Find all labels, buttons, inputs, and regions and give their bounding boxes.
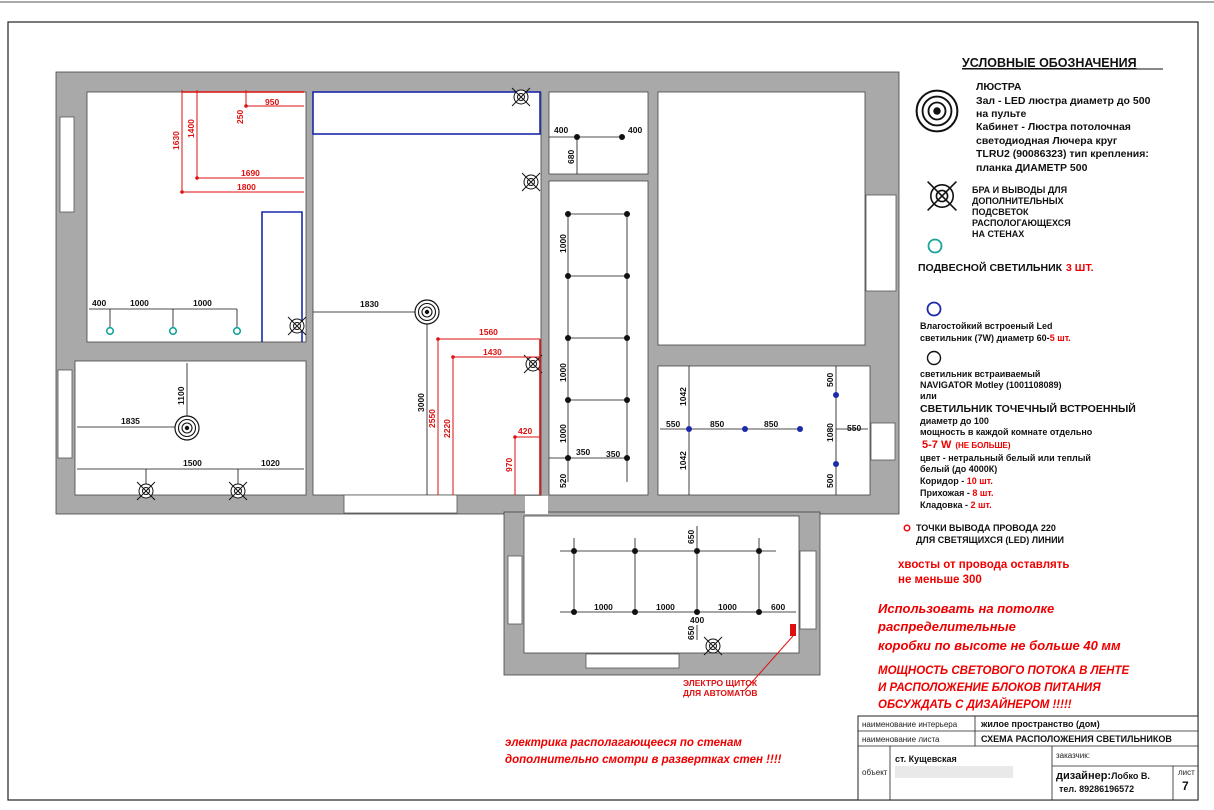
spot-icon	[928, 352, 941, 365]
svg-text:хвосты от провода оставлять: хвосты от провода оставлять	[898, 559, 1070, 571]
svg-text:наименование интерьера: наименование интерьера	[862, 720, 958, 729]
rooms	[75, 92, 870, 653]
dim-office-400: 400	[92, 298, 107, 308]
svg-text:ПОДСВЕТОК: ПОДСВЕТОК	[972, 207, 1029, 217]
dim-corr-520: 520	[558, 473, 568, 488]
dim-corr-350b: 350	[606, 449, 621, 459]
svg-text:распределительные: распределительные	[878, 619, 1016, 634]
dim-bath-1080: 1080	[825, 423, 835, 442]
dim-entry-400: 400	[690, 615, 705, 625]
sconce-icon	[522, 173, 540, 191]
svg-text:Прихожая - 8 шт.: Прихожая - 8 шт.	[920, 488, 994, 498]
svg-text:ст. Кущевская: ст. Кущевская	[895, 754, 957, 764]
dim-corr-1000a: 1000	[558, 234, 568, 253]
dim-entry-1000a: 1000	[594, 602, 613, 612]
dim-hall-3000: 3000	[416, 393, 426, 412]
legend-pendant: ПОДВЕСНОЙ СВЕТИЛЬНИК 3 ШТ.	[918, 262, 1094, 274]
chandelier-icon	[917, 91, 958, 132]
dim-entry-1000b: 1000	[656, 602, 675, 612]
dim-storage-680: 680	[566, 149, 576, 164]
dim-corr-350a: 350	[576, 447, 591, 457]
panel-note-1: ЭЛЕКТРО ЩИТОК	[683, 678, 758, 688]
dim-hall-2550: 2550	[427, 409, 437, 428]
redacted-field	[895, 766, 1013, 778]
svg-text:планка ДИАМЕТР 500: планка ДИАМЕТР 500	[976, 162, 1088, 174]
dim-bath-550b: 550	[847, 423, 862, 433]
svg-text:объект: объект	[862, 768, 888, 777]
svg-text:Кладовка - 2 шт.: Кладовка - 2 шт.	[920, 500, 992, 510]
sconce-icon	[928, 182, 957, 211]
dim-hall-1430: 1430	[483, 347, 502, 357]
room-kitchen	[658, 92, 865, 345]
svg-text:ДОПОЛНИТЕЛЬНЫХ: ДОПОЛНИТЕЛЬНЫХ	[972, 196, 1064, 206]
svg-text:или: или	[920, 391, 937, 401]
dim-bath-850b: 850	[764, 419, 779, 429]
svg-text:на пульте: на пульте	[976, 108, 1027, 120]
dim-bed-1020: 1020	[261, 458, 280, 468]
svg-text:цвет - нетральный белый или те: цвет - нетральный белый или теплый	[920, 453, 1091, 463]
dim-entry-1000c: 1000	[718, 602, 737, 612]
dim-bed-1500: 1500	[183, 458, 202, 468]
dim-office-1690: 1690	[241, 168, 260, 178]
legend-chandelier-heading: ЛЮСТРА	[976, 81, 1022, 93]
dim-hall-1830: 1830	[360, 299, 379, 309]
svg-text:коробки по высоте не больше 40: коробки по высоте не больше 40 мм	[878, 638, 1121, 653]
dim-bath-1042b: 1042	[678, 451, 688, 470]
dim-hall-2220: 2220	[442, 419, 452, 438]
dim-office-1800: 1800	[237, 182, 256, 192]
svg-text:дизайнер:Лобко В.: дизайнер:Лобко В.	[1056, 770, 1150, 782]
chandelier-icon	[415, 300, 439, 324]
svg-text:тел. 89286196572: тел. 89286196572	[1059, 784, 1135, 794]
dim-hall-420: 420	[518, 426, 533, 436]
wire-point-icon	[904, 525, 910, 531]
dim-bath-850a: 850	[710, 419, 725, 429]
dim-bath-1042a: 1042	[678, 387, 688, 406]
dim-office-1400: 1400	[186, 119, 196, 138]
svg-text:NAVIGATOR Motley (1001108089): NAVIGATOR Motley (1001108089)	[920, 380, 1062, 390]
dim-corr-1000c: 1000	[558, 424, 568, 443]
sconce-icon	[229, 482, 247, 500]
title-block	[858, 716, 1198, 800]
svg-text:Влагостойкий встроеный Led: Влагостойкий встроеный Led	[920, 321, 1053, 331]
legend-title: УСЛОВНЫЕ ОБОЗНАЧЕНИЯ	[962, 56, 1137, 70]
svg-text:электрика располагающееся по с: электрика располагающееся по стенам	[505, 737, 742, 749]
svg-text:заказчик:: заказчик:	[1056, 751, 1090, 760]
svg-text:мощность в каждой комнате отде: мощность в каждой комнате отдельно	[920, 427, 1093, 437]
svg-text:светильник встраиваемый: светильник встраиваемый	[920, 369, 1041, 379]
sconce-icon	[288, 317, 306, 335]
svg-text:жилое пространство (дом): жилое пространство (дом)	[981, 719, 1100, 729]
svg-text:не меньше 300: не меньше 300	[898, 574, 982, 586]
dim-office-1000a: 1000	[130, 298, 149, 308]
dim-entry-650a: 650	[686, 529, 696, 544]
pendant-icon	[929, 240, 942, 253]
wall-note	[505, 737, 782, 766]
svg-text:светодиодная Лючера круг: светодиодная Лючера круг	[976, 135, 1118, 147]
sconce-icon	[704, 637, 722, 655]
dim-bath-500b: 500	[825, 473, 835, 488]
electrical-panel	[790, 624, 796, 636]
legend	[877, 56, 1163, 711]
pendant-light	[234, 328, 241, 335]
svg-text:наименование листа: наименование листа	[862, 735, 940, 744]
dim-bath-550a: 550	[666, 419, 681, 429]
svg-text:РАСПОЛОГАЮЩЕХСЯ: РАСПОЛОГАЮЩЕХСЯ	[972, 218, 1071, 228]
svg-text:Использовать на потолке: Использовать на потолке	[878, 601, 1055, 616]
chandelier-icon	[175, 416, 199, 440]
svg-text:Зал - LED люстра диаметр до 50: Зал - LED люстра диаметр до 500	[976, 95, 1151, 107]
panel-note-2: ДЛЯ АВТОМАТОВ	[683, 688, 758, 698]
spot-light	[619, 134, 625, 140]
moisture-led-icon	[928, 303, 941, 316]
dim-bath-500a: 500	[825, 372, 835, 387]
dim-storage-400a: 400	[554, 125, 569, 135]
dim-hall-970: 970	[504, 457, 514, 472]
svg-text:Кабинет - Люстра потолочная: Кабинет - Люстра потолочная	[976, 121, 1131, 133]
dim-bed-1835: 1835	[121, 416, 140, 426]
svg-text:И РАСПОЛОЖЕНИЕ БЛОКОВ ПИТАНИЯ: И РАСПОЛОЖЕНИЕ БЛОКОВ ПИТАНИЯ	[878, 682, 1101, 694]
svg-text:5-7 W(НЕ БОЛЬШЕ): 5-7 W (НЕ БОЛЬШЕ)	[922, 439, 1011, 451]
svg-text:7: 7	[1182, 779, 1189, 793]
pendant-light	[170, 328, 177, 335]
svg-text:светильник (7W) диаметр 60-5 ш: светильник (7W) диаметр 60-5 шт.	[920, 333, 1071, 343]
dim-hall-1560: 1560	[479, 327, 498, 337]
svg-text:TLRU2 (90086323) тип крепления: TLRU2 (90086323) тип крепления:	[976, 148, 1149, 160]
svg-text:диаметр до 100: диаметр до 100	[920, 416, 989, 426]
sconce-icon	[137, 482, 155, 500]
svg-text:НА СТЕНАХ: НА СТЕНАХ	[972, 229, 1025, 239]
svg-text:лист: лист	[1178, 768, 1195, 777]
svg-text:БРА И ВЫВОДЫ ДЛЯ: БРА И ВЫВОДЫ ДЛЯ	[972, 185, 1068, 195]
svg-text:ДЛЯ СВЕТЯЩИХСЯ (LED) ЛИНИИ: ДЛЯ СВЕТЯЩИХСЯ (LED) ЛИНИИ	[916, 535, 1065, 545]
svg-text:ОБСУЖДАТЬ С ДИЗАЙНЕРОМ !!!!!: ОБСУЖДАТЬ С ДИЗАЙНЕРОМ !!!!!	[878, 699, 1072, 711]
svg-text:ТОЧКИ ВЫВОДА ПРОВОДА 220: ТОЧКИ ВЫВОДА ПРОВОДА 220	[916, 523, 1056, 533]
dim-office-950: 950	[265, 97, 280, 107]
dim-office-1000b: 1000	[193, 298, 212, 308]
dim-entry-600: 600	[771, 602, 786, 612]
dim-bed-1100: 1100	[176, 386, 186, 405]
dim-corr-1000b: 1000	[558, 363, 568, 382]
spot-light	[574, 134, 580, 140]
svg-text:МОЩНОСТЬ СВЕТОВОГО ПОТОКА В ЛЕ: МОЩНОСТЬ СВЕТОВОГО ПОТОКА В ЛЕНТЕ	[878, 665, 1130, 677]
svg-text:дополнительно смотри в разверт: дополнительно смотри в развертках стен !!!!	[505, 754, 782, 766]
dim-office-250: 250	[235, 109, 245, 124]
dim-storage-400b: 400	[628, 125, 643, 135]
dim-office-1630: 1630	[171, 131, 181, 150]
sconce-icon	[512, 88, 530, 106]
pendant-light	[107, 328, 114, 335]
room-entry	[524, 516, 799, 653]
svg-text:белый (до 4000К): белый (до 4000К)	[920, 464, 998, 474]
svg-text:СВЕТИЛЬНИК ТОЧЕЧНЫЙ ВСТРОЕННЫЙ: СВЕТИЛЬНИК ТОЧЕЧНЫЙ ВСТРОЕННЫЙ	[920, 403, 1136, 415]
dim-entry-650b: 650	[686, 625, 696, 640]
svg-text:Коридор - 10 шт.: Коридор - 10 шт.	[920, 476, 993, 486]
svg-text:СХЕМА РАСПОЛОЖЕНИЯ СВЕТИЛЬНИКО: СХЕМА РАСПОЛОЖЕНИЯ СВЕТИЛЬНИКОВ	[981, 734, 1172, 744]
